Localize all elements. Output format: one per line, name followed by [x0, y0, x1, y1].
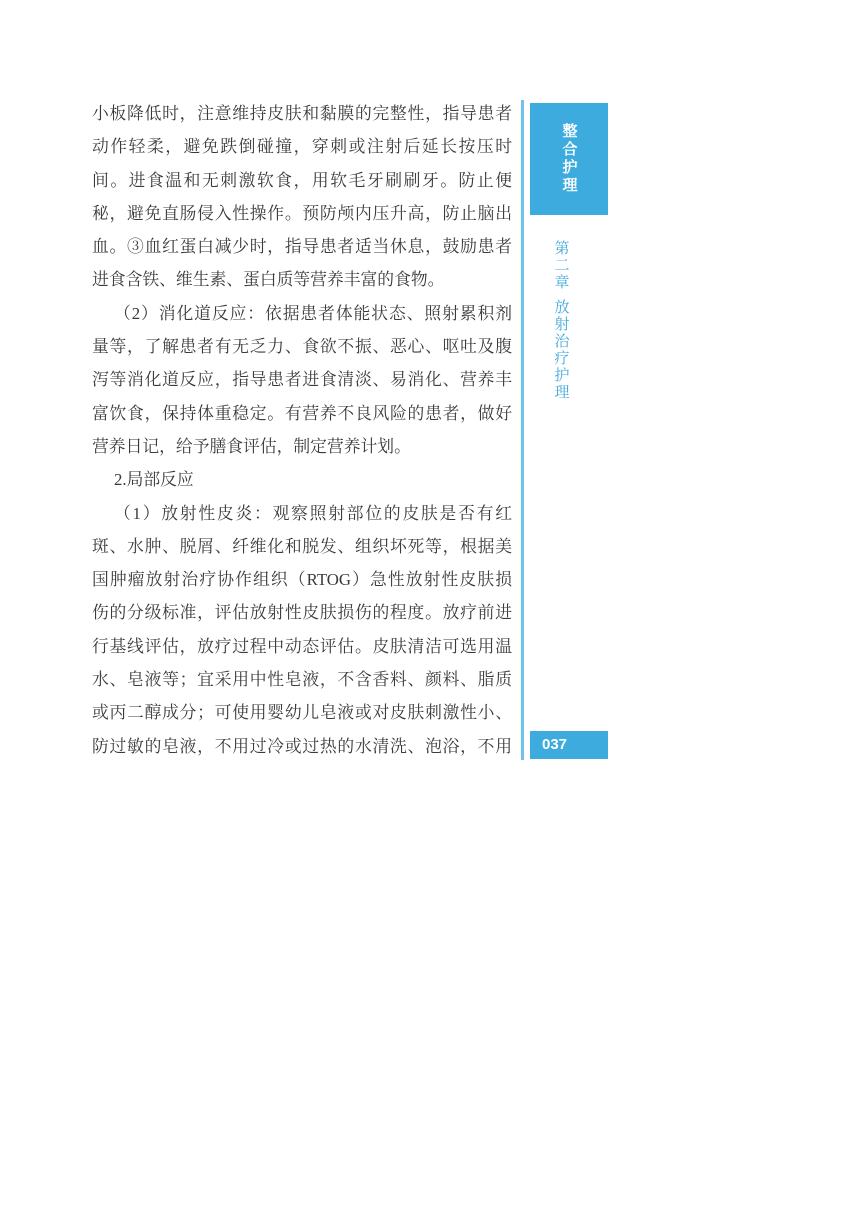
chapter-heading: [550, 240, 572, 401]
text-line: 伤的分级标准，评估放射性皮肤损伤的程度。放疗前进: [92, 603, 512, 623]
text-line: 水、皂液等；宜采用中性皂液，不含香料、颜料、脂质: [92, 670, 512, 690]
text-line: 进食含铁、维生素、蛋白质等营养丰富的食物。: [92, 270, 445, 290]
text-line: 行基线评估，放疗过程中动态评估。皮肤清洁可选用温: [92, 636, 512, 656]
text-line: 小板降低时，注意维持皮肤和黏膜的完整性，指导患者: [92, 104, 512, 123]
text-line: 泻等消化道反应，指导患者进食清淡、易消化、营养丰: [92, 370, 512, 390]
text-line: （1）放射性皮炎：观察照射部位的皮肤是否有红: [114, 503, 512, 523]
text-line: 国肿瘤放射治疗协作组织（RTOG）急性放射性皮肤损: [92, 570, 512, 590]
text-line: 秘，避免直肠侵入性操作。预防颅内压升高，防止脑出: [92, 203, 512, 223]
text-line: （2）消化道反应：依据患者体能状态、照射累积剂: [114, 303, 512, 323]
text-line: 斑、水肿、脱屑、纤维化和脱发、组织坏死等，根据美: [92, 536, 512, 556]
chapter-title: 放射治疗护理: [552, 299, 570, 401]
text-line: 防过敏的皂液，不用过冷或过热的水清洗、泡浴，不用: [92, 736, 512, 756]
page-number-badge: [530, 731, 608, 759]
chapter-label: 第二章: [552, 240, 570, 291]
text-line: 动作轻柔，避免跌倒碰撞，穿刺或注射后延长按压时: [92, 137, 512, 157]
text-line: 血。③血红蛋白减少时，指导患者适当休息，鼓励患者: [92, 237, 512, 257]
text-line: 间。进食温和无刺激软食，用软毛牙刷刷牙。防止便: [92, 170, 512, 190]
text-line: 营养日记，给予膳食评估，制定营养计划。: [92, 436, 411, 456]
series-title-tab: [530, 103, 608, 215]
series-title: 整合护理: [560, 123, 578, 195]
text-line section-heading: 2.局部反应: [114, 470, 194, 490]
main-text-block: [92, 97, 512, 763]
page-number: 037: [542, 736, 568, 753]
text-line: 量等，了解患者有无乏力、食欲不振、恶心、呕吐及腹: [92, 337, 512, 357]
text-line: 或丙二醇成分；可使用婴幼儿皂液或对皮肤刺激性小、: [92, 703, 512, 723]
text-line: 富饮食，保持体重稳定。有营养不良风险的患者，做好: [92, 403, 512, 423]
sidebar-rule: [521, 100, 524, 760]
